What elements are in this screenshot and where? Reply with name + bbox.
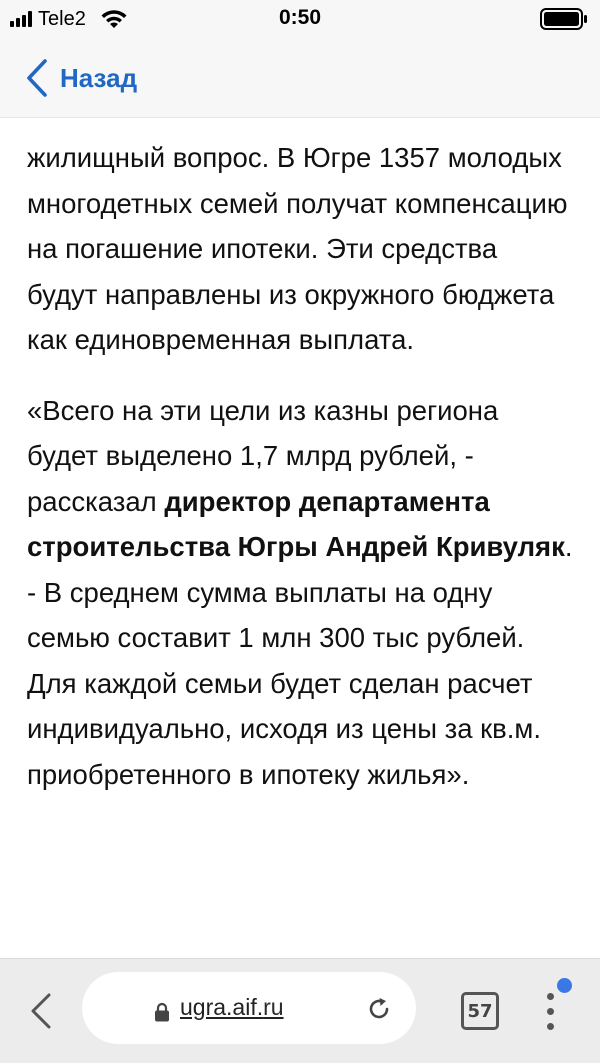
- article-body: [27, 105, 575, 950]
- reload-icon[interactable]: [366, 996, 392, 1022]
- address-bar[interactable]: [82, 972, 416, 1044]
- quote-text-start: «Всего на эти цели из казны региона будет выделено 1,7 млрд рублей, - рассказал: [27, 394, 499, 517]
- back-button-label: Назад: [60, 62, 138, 93]
- chevron-left-icon: [26, 59, 48, 97]
- status-bar: [0, 0, 600, 40]
- url-domain: ugra.aif.: [180, 994, 264, 1020]
- article-paragraph-quote: [27, 388, 575, 798]
- clock: 0:50: [278, 6, 322, 29]
- battery-icon: [540, 8, 588, 30]
- lock-icon: [154, 1002, 170, 1022]
- back-button[interactable]: [26, 56, 137, 100]
- carrier-name: Tele2: [38, 7, 86, 30]
- more-vertical-icon[interactable]: [540, 987, 560, 1037]
- url-tld: ru: [263, 994, 284, 1020]
- tabs-button[interactable]: [461, 992, 499, 1030]
- quote-text-end: . - В среднем сумма выплаты на одну семью составит 1 млн 300 тыс рублей. Для каждой семьи будет сделан расчет индивидуально, исходя из цены за кв.м. приобретенного в ипотеку жилья».: [27, 531, 573, 790]
- quote-bold-attribution: директор департамента строительства Югры Андрей Кривуляк: [27, 485, 565, 562]
- notification-dot: [557, 978, 572, 993]
- browser-back-icon[interactable]: [22, 989, 62, 1033]
- browser-toolbar: [0, 958, 600, 1063]
- article-paragraph: жилищный вопрос. В Югре 1357 молодых многодетных семей получат компенсацию на погашение ипотеки. Эти средства будут направлены из окружного бюджета как единовременная выплата.: [27, 142, 568, 355]
- url-text: [180, 994, 284, 1021]
- tab-count: 57: [467, 1000, 493, 1022]
